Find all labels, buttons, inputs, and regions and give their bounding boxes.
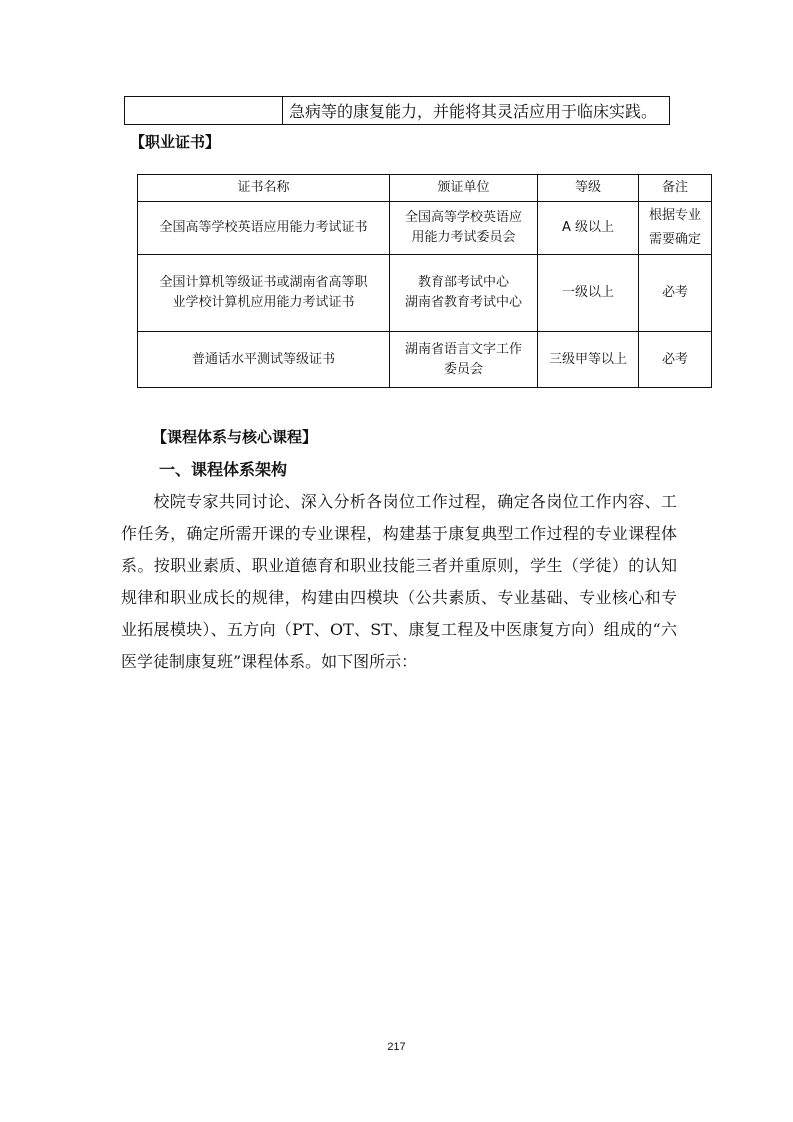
level-cell: 一级以上 xyxy=(538,255,639,332)
table-header-row xyxy=(138,175,712,202)
issuer-cell xyxy=(390,255,538,332)
header-note: 备注 xyxy=(639,175,712,202)
body-paragraph-text: 校院专家共同讨论、深入分析各岗位工作过程，确定各岗位工作内容、工作任务，确定所需开课的专业课程，构建基于康复典型工作过程的专业课程体系。按职业素质、职业道德育和职业技能三者并重原则，学生（学徒）的认知规律和职业成长的规律，构建由四模块（公共素质、专业基础、专业核心和专业拓展模块）、五方向（PT、OT、ST、康复工程及中医康复方向）组成的“六医学徒制康复班”课程体系。如下图所示： xyxy=(121,492,677,671)
issuer-line: 用能力考试委员会 xyxy=(411,230,516,246)
table-row xyxy=(138,202,712,255)
note-cell xyxy=(639,332,712,388)
note-line: 必考 xyxy=(661,351,688,367)
subsection-heading: 一、课程体系架构 xyxy=(159,460,288,479)
page-number: 217 xyxy=(387,1041,406,1053)
issuer-cell xyxy=(390,202,538,255)
level-cell: A 级以上 xyxy=(538,202,639,255)
note-line: 需要确定 xyxy=(648,232,701,248)
note-line: 必考 xyxy=(661,285,688,301)
header-issuer: 颁证单位 xyxy=(390,175,538,202)
note-cell xyxy=(639,255,712,332)
cert-name-cell xyxy=(138,255,390,332)
cert-name-cell xyxy=(138,202,390,255)
issuer-line: 湖南省语言文字工作 xyxy=(404,341,522,357)
header-level: 等级 xyxy=(538,175,639,202)
cert-name-line: 普通话水平测试等级证书 xyxy=(191,351,335,367)
cert-name-line: 业学校计算机应用能力考试证书 xyxy=(172,295,355,311)
issuer-line: 委员会 xyxy=(443,361,483,377)
table-row xyxy=(138,255,712,332)
continuation-left-cell xyxy=(125,97,283,125)
note-line: 根据专业 xyxy=(648,208,701,224)
level-cell: 三级甲等以上 xyxy=(538,332,639,388)
section-heading-certificates: 【职业证书】 xyxy=(130,133,221,151)
section-heading-curriculum: 【课程体系与核心课程】 xyxy=(152,428,318,446)
issuer-cell xyxy=(390,332,538,388)
note-cell xyxy=(639,202,712,255)
continuation-table xyxy=(124,96,670,125)
continuation-right-cell: 急病等的康复能力，并能将其灵活应用于临床实践。 xyxy=(283,97,670,125)
cert-name-line: 全国高等学校英语应用能力考试证书 xyxy=(159,220,368,236)
body-paragraph xyxy=(121,486,677,678)
header-cert-name: 证书名称 xyxy=(138,175,390,202)
cert-name-cell xyxy=(138,332,390,388)
issuer-line: 全国高等学校英语应 xyxy=(404,210,522,226)
cert-name-line: 全国计算机等级证书或湖南省高等职 xyxy=(159,275,368,291)
certificate-table xyxy=(137,174,712,388)
issuer-line: 教育部考试中心 xyxy=(417,275,509,291)
issuer-line: 湖南省教育考试中心 xyxy=(404,295,522,311)
table-row xyxy=(138,332,712,388)
